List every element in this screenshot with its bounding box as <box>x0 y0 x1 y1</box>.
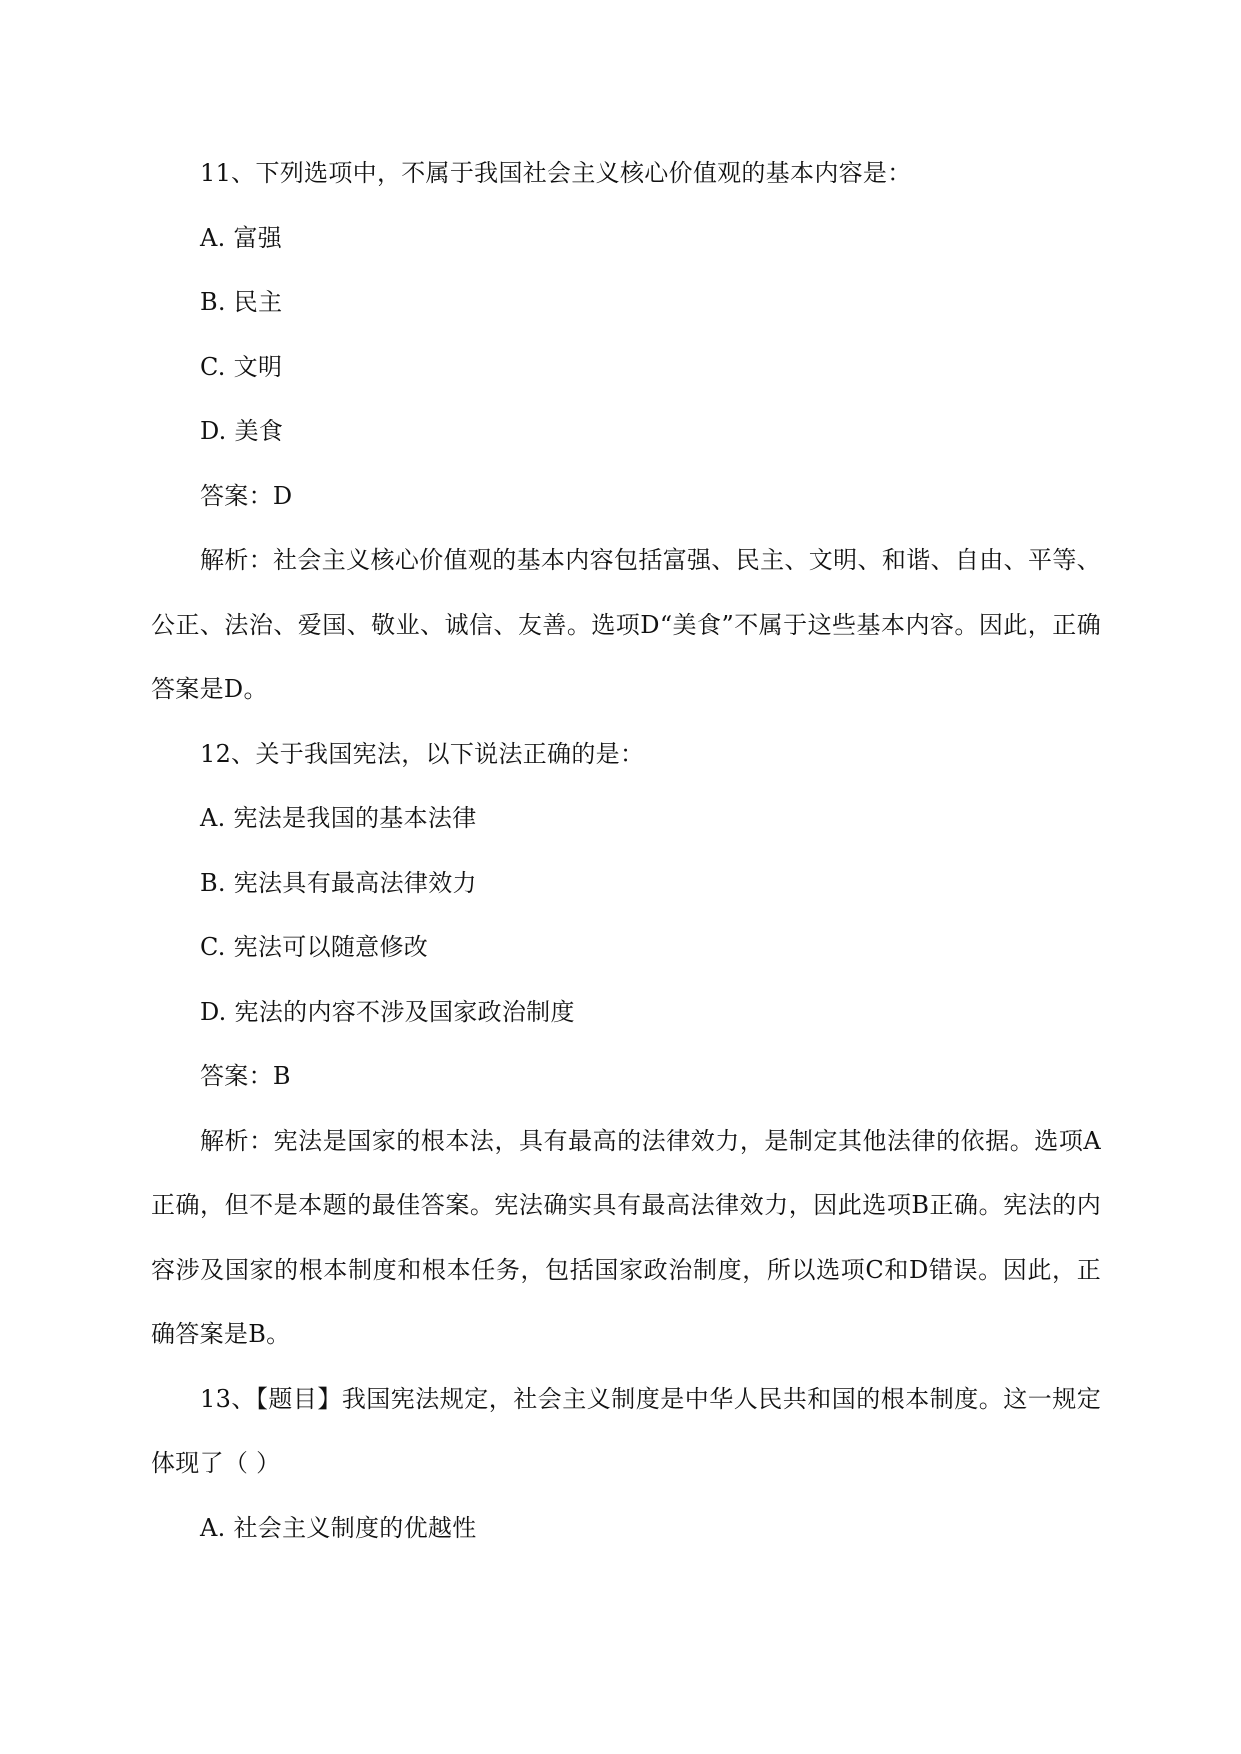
question-12-answer: 答案：B <box>200 1062 291 1090</box>
question-11-stem: 11、下列选项中，不属于我国社会主义核心价值观的基本内容是： <box>200 159 912 187</box>
question-content <box>151 141 1101 1560</box>
question-11-option-b: B. 民主 <box>200 288 283 316</box>
question-13-option-a: A. 社会主义制度的优越性 <box>200 1513 477 1542</box>
question-11-option-a: A. 富强 <box>200 223 283 252</box>
question-11-option-c: C. 文明 <box>200 352 283 381</box>
question-12-analysis: 解析：宪法是国家的根本法，具有最高的法律效力，是制定其他法律的依据。选项A正确，但不是本题的最佳答案。宪法确实具有最高法律效力，因此选项B正确。宪法的内容涉及国家的根本制度和根本任务，包括国家政治制度，所以选项C和D错误。因此，正确答案是B。 <box>151 1126 1101 1348</box>
question-12-option-d: D. 宪法的内容不涉及国家政治制度 <box>200 997 575 1026</box>
question-12-option-b: B. 宪法具有最高法律效力 <box>200 868 477 897</box>
question-11-analysis: 解析：社会主义核心价值观的基本内容包括富强、民主、文明、和谐、自由、平等、公正、法治、爱国、敬业、诚信、友善。选项D“美食”不属于这些基本内容。因此，正确答案是D。 <box>151 546 1101 703</box>
question-11-option-d: D. 美食 <box>200 417 284 445</box>
question-12-stem: 12、关于我国宪法，以下说法正确的是： <box>200 739 645 768</box>
question-13-stem: 13、【题目】我国宪法规定，社会主义制度是中华人民共和国的根本制度。这一规定体现了（ ） <box>151 1384 1101 1477</box>
question-12-option-c: C. 宪法可以随意修改 <box>200 933 429 961</box>
question-11-answer: 答案：D <box>200 481 293 510</box>
question-12-option-a: A. 宪法是我国的基本法律 <box>200 804 477 832</box>
